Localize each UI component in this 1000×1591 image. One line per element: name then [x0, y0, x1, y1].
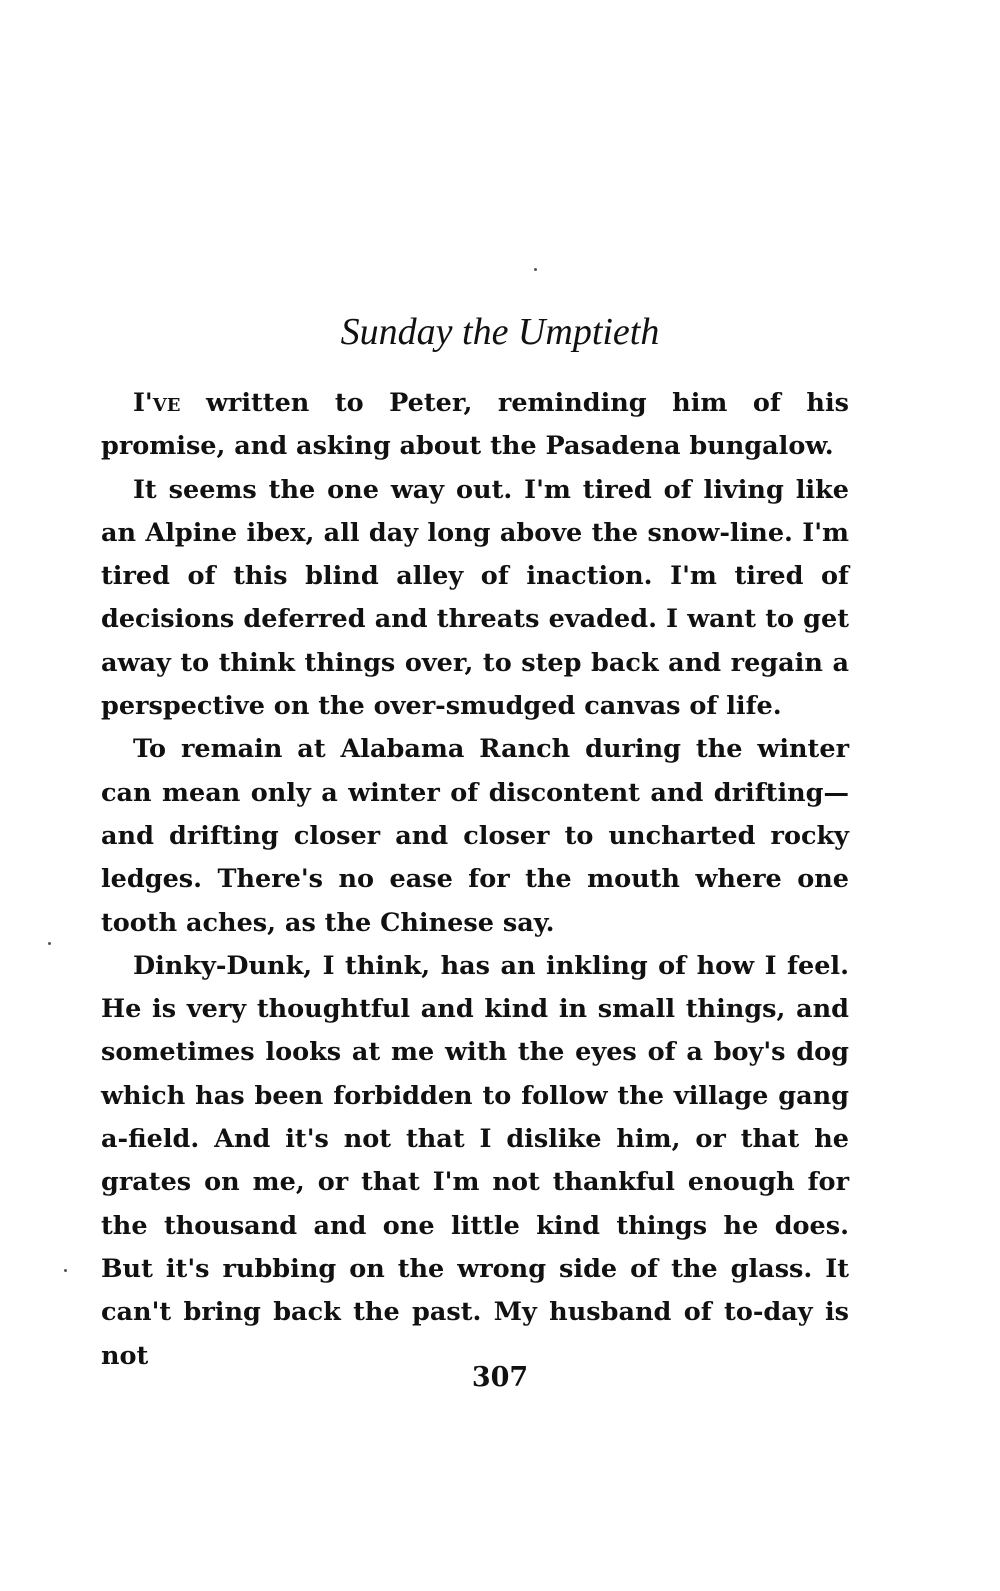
paragraph-1 [101, 382, 849, 469]
print-speck [48, 942, 51, 945]
print-speck [534, 268, 537, 271]
print-speck [64, 1269, 67, 1272]
paragraph-4: Dinky-Dunk, I think, has an inkling of how I feel. He is very thoughtful and kind in small things, and sometimes looks at me with the eyes of a boy's dog which has been forbidden to follow the village gang a-field. And it's not that I dislike him, or that he grates on me, or that I'm not thankful enough for the thousand and one little kind things he does. But it's rubbing on the wrong side of the glass. It can't bring back the past. My husband of to-day is not [101, 950, 849, 1371]
page-number: 307 [471, 1362, 529, 1393]
paragraph-2: It seems the one way out. I'm tired of living like an Alpine ibex, all day long above the snow-line. I'm tired of this blind alley of inaction. I'm tired of decisions deferred and threats evaded. I want to get away to think things over, to step back and regain a perspective on the over-smudged canvas of life. [101, 474, 849, 722]
opening-word: I've [133, 388, 181, 418]
paragraph-1-text: written to Peter, reminding him of his promise, and asking about the Pasadena bungalow. [101, 388, 849, 462]
chapter-title: Sunday the Umptieth [340, 311, 660, 353]
paragraph-3: To remain at Alabama Ranch during the winter can mean only a winter of discontent and drifting—and drifting closer and closer to uncharted rocky ledges. There's no ease for the mouth where one tooth aches, as the Chinese say. [101, 734, 849, 938]
body-text [101, 382, 849, 1378]
